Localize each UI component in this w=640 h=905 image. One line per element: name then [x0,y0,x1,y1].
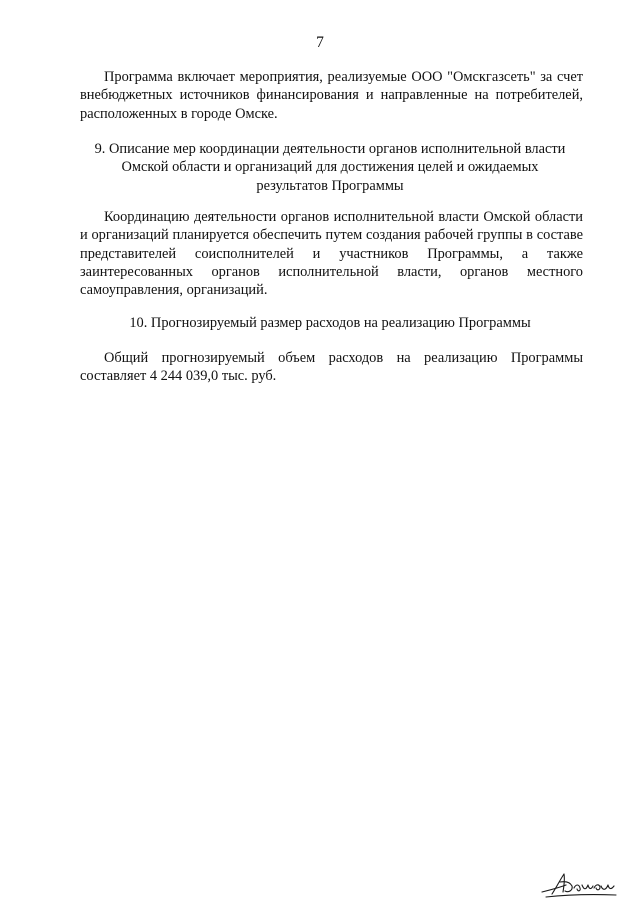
section-10-heading [62,314,598,332]
paragraph-expenses [80,349,583,386]
paragraph-coordination [80,208,583,299]
section-9-heading-line-3: результатов Программы [256,177,404,194]
section-10-heading-title: 10. Прогнозируемый размер расходов на реализацию Программы [129,315,531,331]
paragraph-3-text: Общий прогнозируемый объем расходов на реализацию Программы составляет 4 244 039,0 тыс. руб. [80,350,583,385]
paragraph-program-activities [80,68,583,123]
handwritten-signature [540,868,620,900]
section-9-heading [62,140,598,195]
section-9-heading-line-2: Омской области и организаций для достижения целей и ожидаемых [121,159,539,176]
page-number: 7 [316,34,324,51]
paragraph-1-text: Программа включает мероприятия, реализуемые ООО "Омскгазсеть" за счет внебюджетных источников финансирования и направленные на потребителей, расположенных в городе Омске. [80,69,583,122]
paragraph-2-text: Координацию деятельности органов исполнительной власти Омской области и организаций планируется обеспечить путем создания рабочей группы в составе представителей соисполнителей и участников Программы, а также заинтересованных органов исполнительной власти, органов местного самоуправления, организаций. [80,209,583,299]
section-9-heading-line-1: 9. Описание мер координации деятельности органов исполнительной власти [94,141,566,157]
